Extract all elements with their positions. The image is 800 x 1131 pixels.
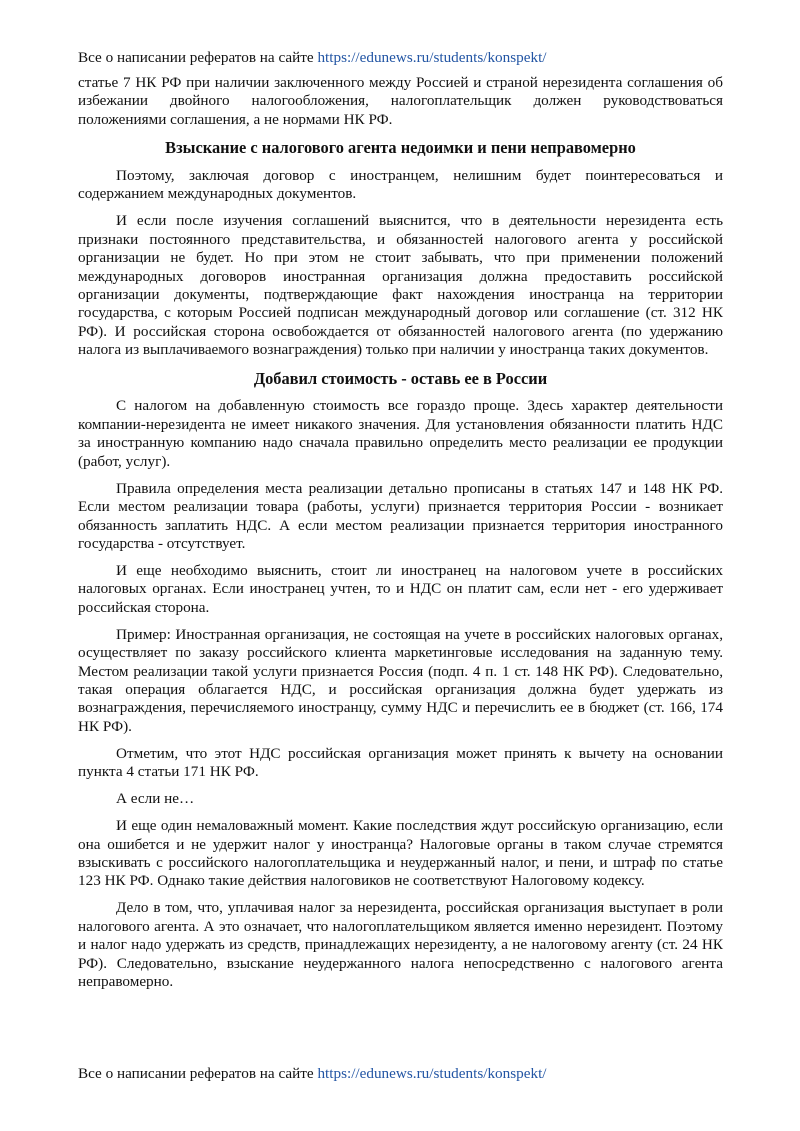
header-link[interactable]: https://edunews.ru/students/konspekt/ [317, 49, 547, 66]
footer-text: Все о написании рефератов на сайте [78, 1065, 318, 1082]
paragraph: А если не… [116, 790, 195, 808]
paragraph: Поэтому, заключая договор с иностранцем, нелишним будет поинтересоваться и содержанием международных документов. [78, 167, 723, 203]
paragraph: И еще необходимо выяснить, стоит ли иностранец на налоговом учете в российских налоговых органах. Если иностранец учтен, то и НДС он платит сам, если нет - его удерживает российская сторона. [78, 561, 723, 616]
section-heading-vat: Добавил стоимость - оставь ее в России [253, 368, 548, 388]
paragraph: И если после изучения соглашений выяснится, что в деятельности нерезидента есть признаки постоянного представительства, и обязанностей налогового агента у российской организации не будет. Но при этом не стоит забывать, что при применении положений международных договоров иностранная организация должна предоставить российской организации документы, подтверждающие факт нахождения иностранца на территории государства, с которым Россией подписан международный договор или соглашение (ст. 312 НК РФ). И российская сторона освобождается от обязанностей налогового агента (по удержанию налога из выплачиваемого вознаграждения) только при наличии у иностранца таких документов. [78, 212, 723, 359]
header-text: Все о написании рефератов на сайте [78, 49, 318, 66]
paragraph: Отметим, что этот НДС российская организация может принять к вычету на основании пункта 4 статьи 171 НК РФ. [78, 744, 723, 781]
paragraph: Пример: Иностранная организация, не состоящая на учете в российских налоговых органах, осуществляет по заказу российского клиента маркетинговые исследования на заданную тему. Местом реализации такой услуги признается Россия (подп. 4 п. 1 ст. 148 НК РФ). Следовательно, такая операция облагается НДС, и российская организация должна будет удержать из вознаграждения, перечисляемого иностранцу, сумму НДС и перечислить ее в бюджет (ст. 166, 174 НК РФ). [78, 625, 723, 735]
paragraph: Правила определения места реализации детально прописаны в статьях 147 и 148 НК РФ. Если местом реализации товара (работы, услуги) признается территория России - возникает обязанность заплатить НДС. А если местом реализации признается территория иностранного государства - отсутствует. [78, 479, 723, 552]
paragraph: С налогом на добавленную стоимость все гораздо проще. Здесь характер деятельности компании-нерезидента не имеет никакого значения. Для установления обязанности платить НДС за иностранную компанию надо сначала правильно определить место реализации ее продукции (работ, услуг). [78, 397, 723, 470]
paragraph-continuation: статье 7 НК РФ при наличии заключенного между Россией и страной нерезидента соглашения об избежании двойного налогообложения, налогоплательщик должен руководствоваться положениями соглашения, а не нормами НК РФ. [78, 74, 723, 128]
page-header [78, 49, 547, 67]
page-footer [78, 1065, 547, 1083]
paragraph: Дело в том, что, уплачивая налог за нерезидента, российская организация выступает в роли налогового агента. А это означает, что налогоплательщиком является именно нерезидент. Поэтому и налог надо удержать из средств, принадлежащих нерезиденту, а не налоговому агенту (ст. 24 НК РФ). Следовательно, взыскание неудержанного налога непосредственно с налогового агента неправомерно. [78, 899, 723, 990]
document-body [78, 74, 723, 1000]
paragraph: И еще один немаловажный момент. Какие последствия ждут российскую организацию, если она ошибется и не удержит налог у иностранца? Налоговые органы в таком случае стремятся взыскивать с российского налогоплательщика и неудержанный налог, и пени, и штраф по статье 123 НК РФ. Однако такие действия налоговиков не соответствуют Налоговому кодексу. [78, 817, 723, 890]
section-heading-penalty: Взыскание с налогового агента недоимки и пени неправомерно [165, 138, 636, 158]
footer-link[interactable]: https://edunews.ru/students/konspekt/ [317, 1065, 547, 1082]
